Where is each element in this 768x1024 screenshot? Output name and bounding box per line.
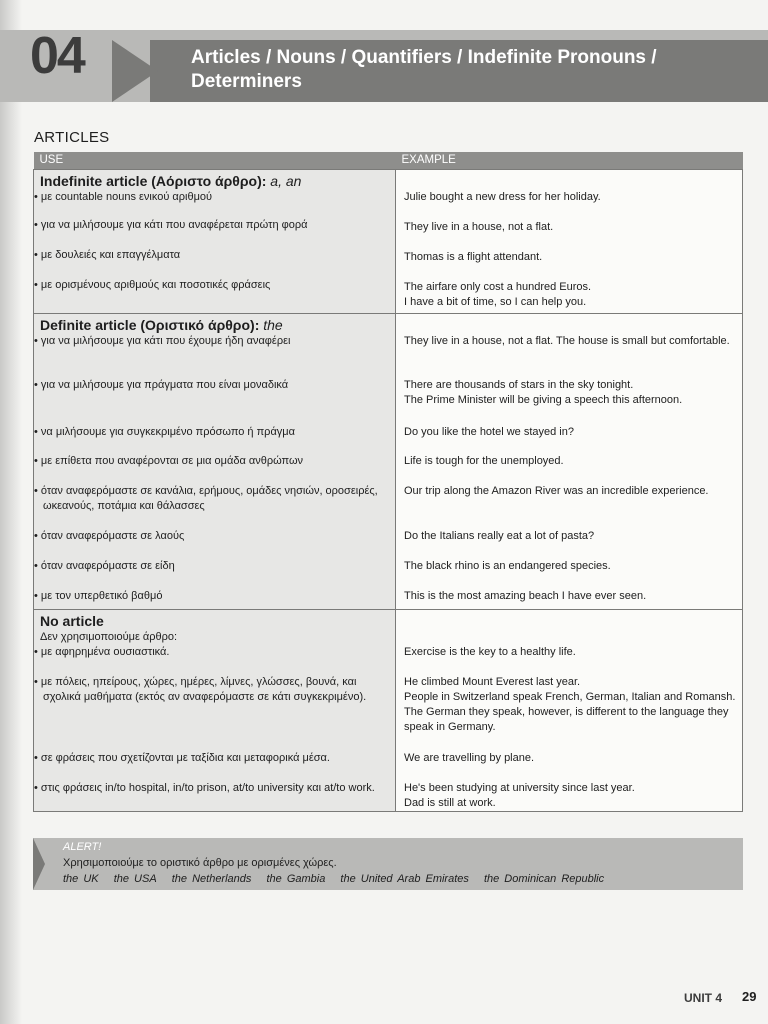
use-item: • να μιλήσουμε για συγκεκριμένο πρόσωπο ή πράγμα [34, 426, 295, 438]
alert-arrow-icon [33, 838, 45, 890]
example-item: The Prime Minister will be giving a speech this afternoon. [404, 394, 683, 406]
example-item: He climbed Mount Everest last year. [404, 676, 581, 688]
column-header-use: USE [34, 152, 396, 170]
section-title: ARTICLES [34, 129, 110, 146]
group-title-indefinite: Indefinite article (Αόριστο άρθρο): a, an [40, 173, 302, 189]
example-item: Thomas is a flight attendant. [404, 251, 543, 263]
example-item: Do you like the hotel we stayed in? [404, 426, 574, 438]
table-row [34, 314, 743, 610]
page-number: 29 [742, 989, 757, 1004]
example-item: He's been studying at university since last year. [404, 782, 635, 794]
use-item: • για να μιλήσουμε για κάτι που έχουμε ήδη αναφέρει [34, 335, 291, 347]
use-item: • με ορισμένους αριθμούς και ποσοτικές φράσεις [34, 279, 271, 291]
header-arrow-shape [112, 40, 158, 102]
example-cell-definite [396, 314, 743, 610]
use-item: • όταν αναφερόμαστε σε λαούς [34, 530, 185, 542]
use-item: • με countable nouns ενικού αριθμού [34, 191, 213, 203]
use-cell-no-article [34, 610, 396, 812]
use-item: • με πόλεις, ηπείρους, χώρες, ημέρες, λίμνες, γλώσσες, βουνά, και σχολικά μαθήματα (εκτός αν αναφερόμαστε σε κάτι συγκεκριμένο). [34, 676, 367, 703]
page-fold-shadow [0, 0, 22, 1024]
example-item: Life is tough for the unemployed. [404, 455, 564, 467]
column-header-example: EXAMPLE [396, 152, 743, 170]
table-row [34, 610, 743, 812]
example-item: I have a bit of time, so I can help you. [404, 296, 587, 308]
unit-number: 04 [30, 27, 84, 85]
example-item: Julie bought a new dress for her holiday. [404, 191, 601, 203]
example-cell-no-article [396, 610, 743, 812]
country-item: the USA [113, 873, 157, 885]
example-cell-indefinite [396, 170, 743, 314]
country-item: the UK [63, 873, 99, 885]
example-item: This is the most amazing beach I have ever seen. [404, 590, 647, 602]
group-title-definite: Definite article (Οριστικό άρθρο): the [40, 317, 283, 333]
example-item: The airfare only cost a hundred Euros. [404, 281, 592, 293]
country-item: the Dominican Republic [483, 873, 605, 885]
page-title: Articles / Nouns / Quantifiers / Indefinite Pronouns / Determiners [191, 47, 657, 92]
example-item: They live in a house, not a flat. [404, 221, 554, 233]
group-title-no-article: No article [40, 613, 104, 629]
use-item: • σε φράσεις που σχετίζονται με ταξίδια και μεταφορικά μέσα. [34, 752, 330, 764]
use-item: • με δουλειές και επαγγέλματα [34, 249, 181, 261]
use-item: • για να μιλήσουμε για κάτι που αναφέρεται πρώτη φορά [34, 219, 308, 231]
use-item: • όταν αναφερόμαστε σε κανάλια, ερήμους, ομάδες νησιών, οροσειρές, ωκεανούς, ποτάμια και θάλασσες [34, 485, 378, 512]
example-item: There are thousands of stars in the sky tonight. [404, 379, 634, 391]
use-item: • με αφηρημένα ουσιαστικά. [34, 646, 170, 658]
example-item: Dad is still at work. [404, 797, 496, 809]
alert-label: ALERT! [63, 841, 102, 853]
example-item: Do the Italians really eat a lot of pasta? [404, 530, 595, 542]
table-row [34, 170, 743, 314]
example-item: People in Switzerland speak French, German, Italian and Romansh. The German they speak, however, is different to the language they speak in Germany. [404, 691, 736, 733]
use-cell-indefinite [34, 170, 396, 314]
example-item: Our trip along the Amazon River was an incredible experience. [404, 485, 709, 497]
example-item: We are travelling by plane. [404, 752, 535, 764]
example-item: Exercise is the key to a healthy life. [404, 646, 576, 658]
no-article-intro: Δεν χρησιμοποιούμε άρθρο: [40, 631, 178, 643]
use-item: • στις φράσεις in/to hospital, in/to prison, at/to university και at/to work. [34, 782, 375, 794]
example-item: The black rhino is an endangered species. [404, 560, 611, 572]
use-item: • με τον υπερθετικό βαθμό [34, 590, 163, 602]
country-item: the Netherlands [171, 873, 252, 885]
alert-text: Χρησιμοποιούμε το οριστικό άρθρο με ορισμένες χώρες. [63, 857, 337, 869]
use-item: • για να μιλήσουμε για πράγματα που είναι μοναδικά [34, 379, 289, 391]
grammar-table [33, 152, 743, 812]
footer-unit-label: UNIT 4 [684, 991, 723, 1005]
alert-countries [63, 873, 614, 885]
use-item: • όταν αναφερόμαστε σε είδη [34, 560, 175, 572]
use-item: • με επίθετα που αναφέρονται σε μια ομάδα ανθρώπων [34, 455, 304, 467]
example-item: They live in a house, not a flat. The house is small but comfortable. [404, 335, 730, 347]
country-item: the Gambia [266, 873, 326, 885]
country-item: the United Arab Emirates [340, 873, 469, 885]
use-cell-definite [34, 314, 396, 610]
